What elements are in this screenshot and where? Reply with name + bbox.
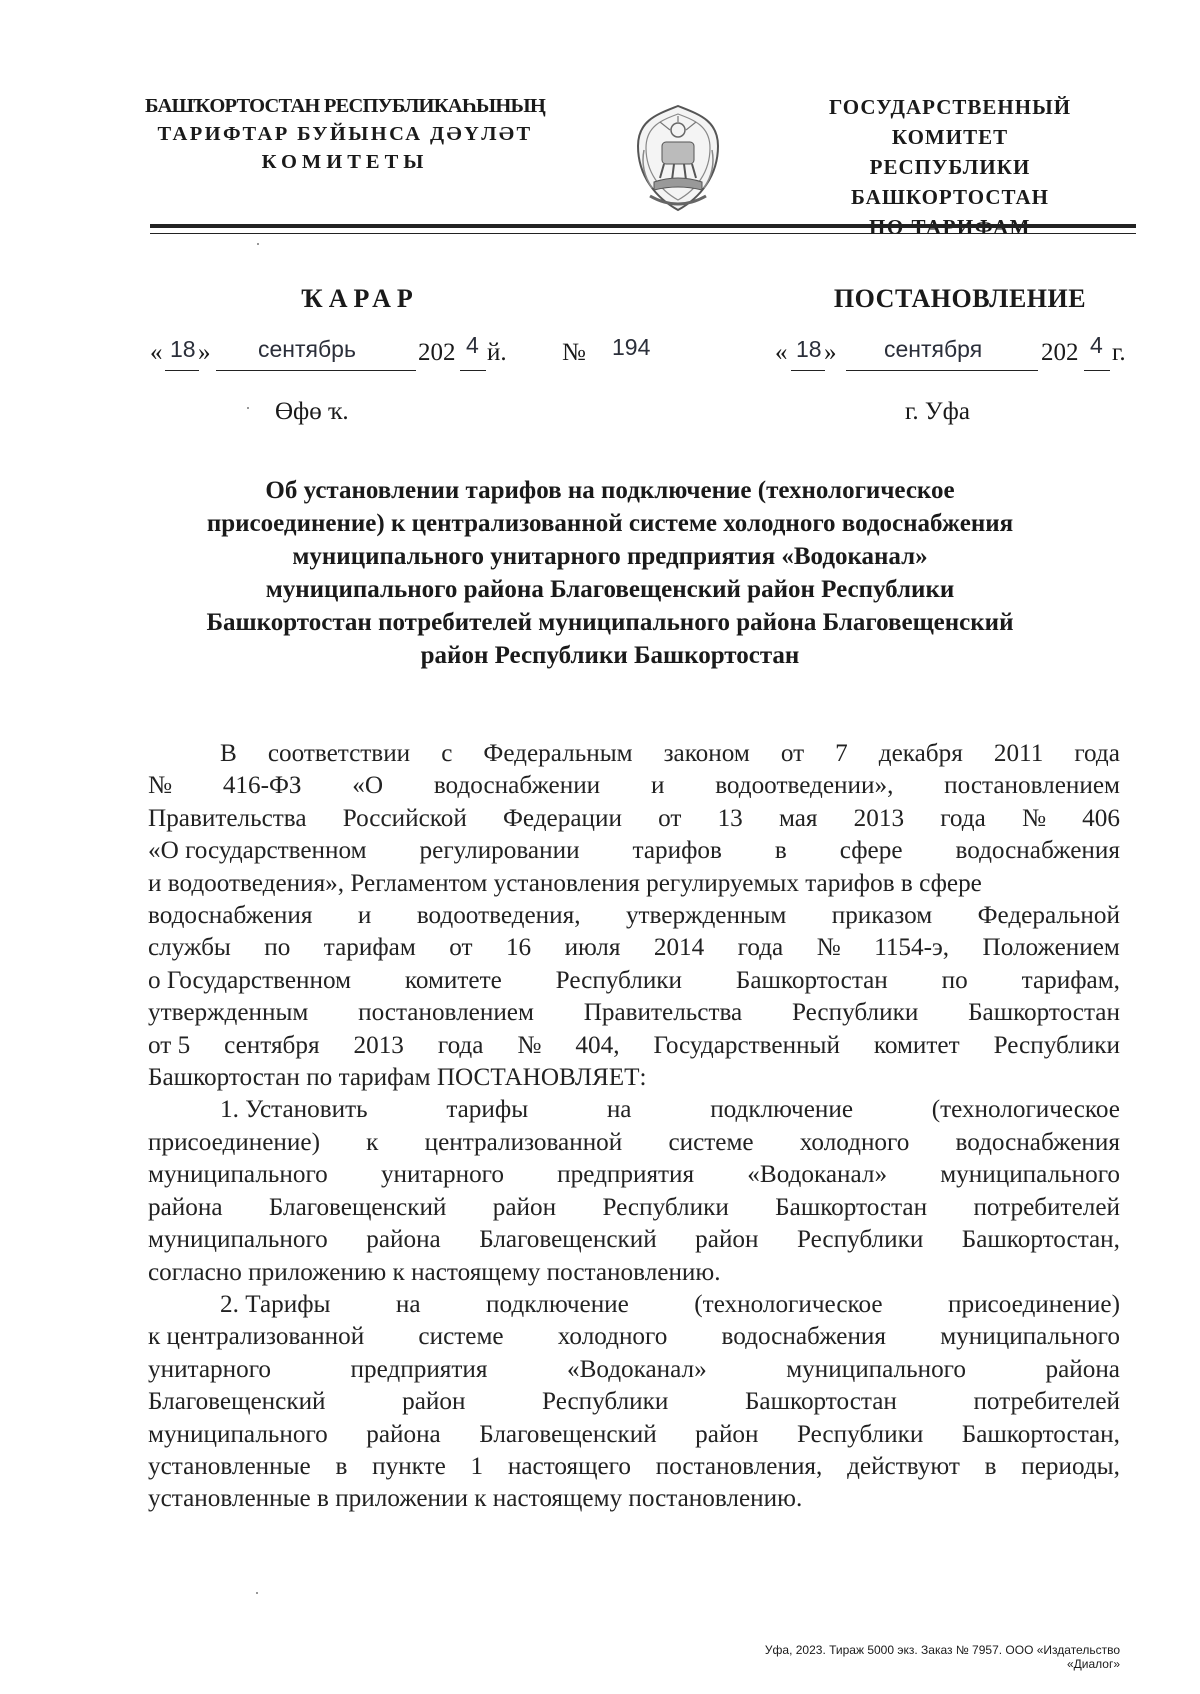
- right-quote-close: »: [824, 339, 837, 366]
- body-word: от: [449, 934, 473, 962]
- body-word: «Водоканал»: [747, 1161, 888, 1189]
- body-word: системе: [418, 1323, 504, 1351]
- scan-speck: [256, 1592, 258, 1594]
- body-line: [148, 932, 1120, 964]
- left-quote-close: »: [198, 339, 211, 366]
- body-word: Государственный: [653, 1031, 840, 1059]
- body-word: настоящего: [507, 1452, 631, 1480]
- body-word: года: [1074, 740, 1120, 767]
- body-word: 2. Тарифы: [220, 1290, 331, 1318]
- body-word: 7: [835, 740, 848, 767]
- body-word: район: [492, 1193, 557, 1221]
- body-word: комитет: [873, 1031, 960, 1059]
- body-word: в: [335, 1452, 348, 1480]
- body-word: район: [402, 1388, 466, 1416]
- left-year-prefix: 202: [418, 339, 456, 366]
- body-word: Республики: [555, 966, 683, 994]
- body-word: в: [984, 1452, 997, 1480]
- body-word: Республики: [796, 1420, 924, 1448]
- left-month-underline: [216, 369, 416, 371]
- document-title-line: район Республики Башкортостан: [420, 642, 800, 669]
- document-body: [148, 738, 1120, 1516]
- body-word: в: [774, 837, 787, 865]
- body-word: Башкортостан: [775, 1193, 928, 1221]
- body-line: [148, 1354, 1120, 1386]
- body-word: от: [658, 804, 682, 832]
- body-line: [148, 1419, 1120, 1451]
- body-word: действуют: [847, 1452, 960, 1480]
- body-word: подключение: [486, 1290, 629, 1318]
- left-month: сентябрь: [258, 336, 356, 362]
- body-word: согласно приложению к настоящему постановлению.: [148, 1258, 721, 1286]
- body-word: тарифам: [323, 934, 416, 962]
- document-title-line: Башкортостан потребителей муниципального района Благовещенский: [206, 609, 1014, 636]
- body-word: о Государственном: [148, 966, 352, 994]
- body-word: утвержденным: [625, 902, 787, 930]
- document-title-line: Об установлении тарифов на подключение (технологическое: [265, 477, 955, 504]
- body-line: [148, 1257, 1120, 1289]
- body-word: №: [517, 1031, 542, 1059]
- body-word: водоснабжения: [955, 1128, 1120, 1156]
- body-word: Башкортостан,: [961, 1226, 1120, 1254]
- body-word: постановлением: [358, 999, 534, 1027]
- body-word: 1154-э,: [874, 934, 950, 962]
- body-word: №: [816, 934, 841, 962]
- body-word: года: [437, 1031, 484, 1059]
- body-line: [148, 738, 1120, 770]
- right-quote-open: «: [775, 339, 788, 366]
- body-word: системе: [668, 1128, 754, 1156]
- body-word: законом: [663, 740, 750, 767]
- body-word: Благовещенский: [479, 1420, 657, 1448]
- body-word: №: [148, 772, 173, 800]
- body-word: «Водоканал»: [566, 1355, 707, 1383]
- body-word: регулировании: [419, 837, 580, 865]
- left-year-digit: 4: [466, 332, 479, 358]
- body-word: сентября: [224, 1031, 320, 1059]
- scan-speck: [257, 243, 259, 245]
- header-divider-thick: [150, 224, 1136, 228]
- body-word: тарифам,: [1021, 966, 1120, 994]
- body-word: холодного: [799, 1128, 910, 1156]
- body-word: Благовещенский: [479, 1226, 657, 1254]
- left-quote-open: «: [150, 339, 163, 366]
- body-line: [148, 1030, 1120, 1062]
- body-word: с: [441, 740, 453, 767]
- body-word: присоединение): [948, 1290, 1120, 1318]
- body-line: [148, 1062, 1120, 1094]
- body-line: [148, 1321, 1120, 1353]
- body-word: Башкортостан: [968, 999, 1120, 1027]
- left-date-line: [150, 338, 163, 368]
- body-line: [148, 900, 1120, 932]
- body-word: присоединение): [148, 1128, 320, 1156]
- header-left-line-3: КОМИТЕТЫ: [261, 151, 429, 173]
- scan-speck: [247, 407, 249, 409]
- body-word: постановления,: [655, 1452, 823, 1480]
- body-word: установленные в приложении к настоящему постановлению.: [148, 1485, 803, 1513]
- body-line: [148, 835, 1120, 867]
- body-word: Башкортостан по тарифам ПОСТАНОВЛЯЕТ:: [148, 1064, 647, 1092]
- body-word: Федеральным: [483, 740, 633, 767]
- body-word: Республики: [796, 1226, 924, 1254]
- body-word: №: [1021, 804, 1046, 832]
- body-word: тарифы: [446, 1096, 529, 1124]
- header-right-russian: [770, 92, 1130, 242]
- body-word: и водоотведения», Регламентом установления регулируемых тарифов в сфере: [148, 869, 982, 897]
- document-title-line: муниципального унитарного предприятия «Водоканал»: [292, 543, 928, 570]
- body-word: (технологическое: [931, 1096, 1120, 1124]
- body-word: соответствии: [267, 740, 411, 767]
- body-word: по: [941, 966, 968, 994]
- body-line: [148, 868, 1120, 900]
- body-line: [148, 997, 1120, 1029]
- header-left-bashkir: [130, 92, 560, 176]
- body-word: и: [650, 772, 665, 800]
- body-word: пункте: [372, 1452, 446, 1480]
- body-word: 404,: [575, 1031, 620, 1059]
- body-word: 16: [505, 934, 532, 962]
- body-word: 2013: [853, 804, 905, 832]
- body-word: Благовещенский: [268, 1193, 447, 1221]
- left-number-sign: №: [562, 339, 586, 366]
- body-word: муниципального: [148, 1420, 328, 1448]
- body-word: Федерации: [503, 804, 622, 832]
- body-word: установленные: [148, 1452, 311, 1480]
- body-word: сфере: [839, 837, 903, 865]
- header-left-line-2: ТАРИФТАР БУЙЫНСА ДӘҮЛӘТ: [157, 123, 533, 145]
- body-word: потребителей: [973, 1193, 1120, 1221]
- body-word: Республики: [542, 1388, 669, 1416]
- body-word: года: [737, 934, 784, 962]
- left-year-underline: [460, 369, 486, 371]
- left-year-suffix: й.: [487, 339, 507, 366]
- body-word: муниципального: [940, 1323, 1120, 1351]
- body-line: [148, 1127, 1120, 1159]
- body-word: года: [940, 804, 986, 832]
- body-word: Башкортостан: [735, 966, 888, 994]
- body-word: предприятия: [350, 1355, 488, 1383]
- body-word: района: [1045, 1355, 1120, 1383]
- body-line: [148, 1192, 1120, 1224]
- left-number: 194: [612, 334, 651, 360]
- body-word: «О государственном: [148, 837, 367, 865]
- body-word: службы: [148, 934, 231, 962]
- body-word: тарифов: [632, 837, 722, 865]
- body-word: утвержденным: [148, 999, 309, 1027]
- body-word: Положением: [982, 934, 1120, 962]
- body-word: от 5: [148, 1031, 191, 1059]
- body-word: к: [366, 1128, 379, 1156]
- body-word: 2014: [653, 934, 705, 962]
- body-word: по: [264, 934, 291, 962]
- header-left-line-1: БАШҠОРТОСТАН РЕСПУБЛИКАҺЫНЫҢ: [145, 95, 545, 117]
- body-word: водоотведения,: [416, 902, 581, 930]
- body-word: и: [357, 902, 372, 930]
- header-right-line-2: РЕСПУБЛИКИ БАШКОРТОСТАН: [851, 155, 1049, 209]
- body-line: [148, 1451, 1120, 1483]
- body-line: [148, 1094, 1120, 1126]
- document-title: [160, 474, 1060, 672]
- body-line: [148, 1289, 1120, 1321]
- right-month-underline: [846, 369, 1038, 371]
- right-year-suffix: г.: [1112, 339, 1126, 366]
- coat-of-arms-icon: [630, 100, 726, 216]
- body-word: Республики: [993, 1031, 1120, 1059]
- body-word: холодного: [557, 1323, 668, 1351]
- body-word: Башкортостан,: [961, 1420, 1120, 1448]
- body-word: район: [695, 1226, 759, 1254]
- body-word: подключение: [710, 1096, 854, 1124]
- body-word: «О: [352, 772, 384, 800]
- body-word: водоснабжения: [955, 837, 1120, 865]
- body-word: водоснабжения: [721, 1323, 886, 1351]
- body-word: района: [148, 1193, 223, 1221]
- body-word: 2013: [353, 1031, 404, 1059]
- printer-imprint: Уфа, 2023. Тираж 5000 экз. Заказ № 7957. ООО «Издательство «Диалог»: [764, 1643, 1120, 1671]
- karar-title: ҠАРАР: [301, 284, 419, 313]
- body-word: Федеральной: [977, 902, 1120, 930]
- body-word: муниципального: [786, 1355, 966, 1383]
- right-year-underline: [1084, 369, 1110, 371]
- body-word: Башкортостан: [744, 1388, 897, 1416]
- body-word: района: [366, 1420, 441, 1448]
- body-word: 416-ФЗ: [222, 772, 302, 800]
- body-word: на: [606, 1096, 632, 1124]
- body-word: от: [780, 740, 805, 767]
- body-word: Республики: [791, 999, 919, 1027]
- place-russian: г. Уфа: [905, 398, 970, 425]
- body-word: мая: [778, 804, 818, 832]
- document-title-line: присоединение) к централизованной системе холодного водоснабжения: [206, 510, 1014, 537]
- left-day: 18: [170, 336, 196, 362]
- body-line: [148, 1386, 1120, 1418]
- header-right-line-1: ГОСУДАРСТВЕННЫЙ КОМИТЕТ: [828, 95, 1072, 149]
- document-title-line: муниципального района Благовещенский район Республики: [265, 576, 955, 603]
- body-word: приказом: [831, 902, 933, 930]
- body-line: [148, 1224, 1120, 1256]
- body-word: Республики: [602, 1193, 729, 1221]
- body-word: постановлением: [944, 772, 1120, 800]
- body-word: В: [220, 740, 237, 767]
- body-word: комитете: [404, 966, 502, 994]
- right-day-underline: [791, 369, 825, 371]
- right-day: 18: [796, 336, 822, 362]
- body-word: Российской: [342, 804, 467, 832]
- left-day-underline: [165, 369, 199, 371]
- body-line: [148, 770, 1120, 802]
- body-word: Правительства: [583, 999, 743, 1027]
- body-line: [148, 1159, 1120, 1191]
- body-word: периоды,: [1021, 1452, 1120, 1480]
- postanovlenie-title: ПОСТАНОВЛЕНИЕ: [833, 284, 1087, 313]
- body-line: [148, 965, 1120, 997]
- body-word: муниципального: [148, 1226, 328, 1254]
- body-word: муниципального: [940, 1161, 1120, 1189]
- body-word: унитарного: [148, 1355, 272, 1383]
- body-word: унитарного: [380, 1161, 504, 1189]
- body-word: декабря: [878, 740, 963, 767]
- body-line: [148, 803, 1120, 835]
- body-word: потребителей: [973, 1388, 1120, 1416]
- body-word: водоснабжения: [148, 902, 313, 930]
- body-word: водоотведении»,: [715, 772, 894, 800]
- body-word: 406: [1082, 804, 1120, 832]
- body-word: к централизованной: [148, 1323, 365, 1351]
- place-bashkir: Өфө ҡ.: [275, 398, 349, 425]
- right-year-digit: 4: [1090, 332, 1103, 358]
- body-word: на: [395, 1290, 421, 1318]
- right-month: сентября: [884, 336, 983, 362]
- body-word: Благовещенский: [148, 1388, 326, 1416]
- body-line: [148, 1483, 1120, 1515]
- body-word: 1. Установить: [220, 1096, 368, 1124]
- body-word: водоснабжении: [433, 772, 601, 800]
- body-word: (технологическое: [694, 1290, 883, 1318]
- body-word: 13: [717, 804, 743, 832]
- header-divider-thin: [150, 233, 1136, 234]
- body-word: предприятия: [557, 1161, 695, 1189]
- body-word: района: [366, 1226, 441, 1254]
- body-word: 1: [470, 1452, 484, 1480]
- right-year-prefix: 202: [1041, 339, 1079, 366]
- body-word: Правительства: [148, 804, 307, 832]
- body-word: муниципального: [148, 1161, 328, 1189]
- body-word: 2011: [993, 740, 1044, 767]
- body-word: июля: [564, 934, 621, 962]
- body-word: централизованной: [424, 1128, 623, 1156]
- body-word: район: [695, 1420, 759, 1448]
